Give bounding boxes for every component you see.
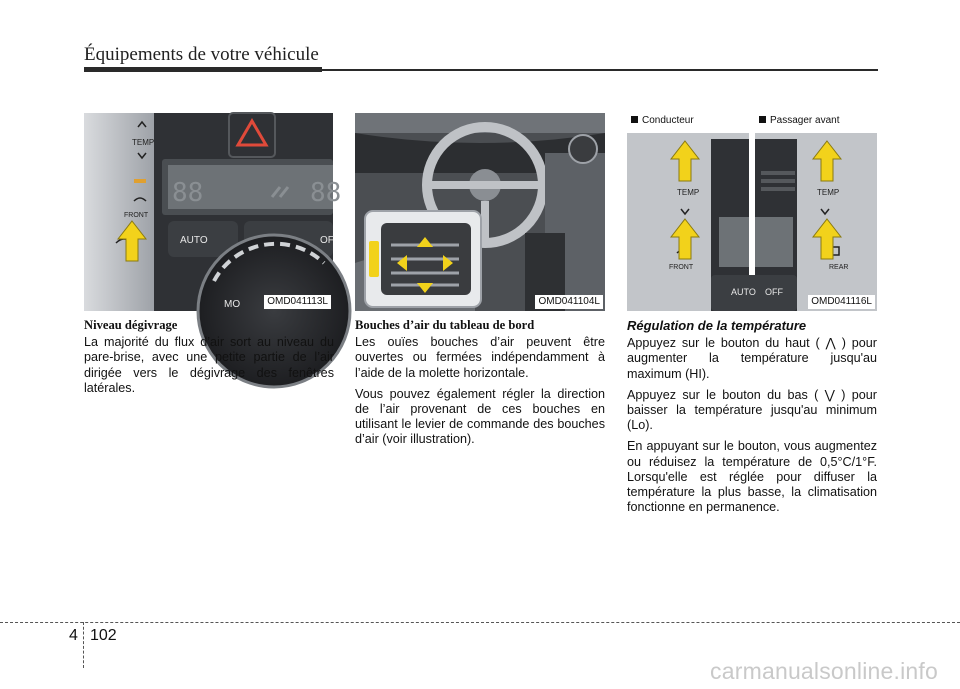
vent-wheel-indicator xyxy=(369,241,379,277)
svg-text:88: 88 xyxy=(310,178,342,208)
header-rule-thin xyxy=(322,69,878,71)
page-number: 102 xyxy=(90,627,117,644)
display-digits: 88 xyxy=(172,178,204,208)
legend-driver: Conducteur xyxy=(631,115,694,127)
legend-square-icon xyxy=(759,116,766,123)
section-heading: Niveau dégivrage xyxy=(84,318,178,332)
paragraph: Les ouïes bouches d’air peuvent être ouvertes ou fermées indépendamment à l’aide de la molette horizontale. xyxy=(355,335,605,380)
column-defrost xyxy=(84,318,334,402)
paragraph: Vous pouvez également régler la direction de l’air provenant de ces bouches en utilisant le levier de commande des bouches d’air (voir illustration). xyxy=(355,386,605,447)
off-label: OF xyxy=(320,235,334,246)
auto-label: AUTO xyxy=(180,235,208,246)
figure-code: OMD041113L xyxy=(264,295,331,309)
section-heading: Régulation de la température xyxy=(627,318,807,333)
temp-label-passenger: TEMP xyxy=(817,188,840,197)
paragraph: La majorité du flux d’air sort au niveau du pare-brise, avec une petite partie de l’air dirigée vers le dégivrage des fenêtres latérales. xyxy=(84,335,334,395)
footer-dashed-divider xyxy=(83,622,84,668)
paragraph: En appuyant sur le bouton, vous augmentez ou réduisez la température de 0,5°C/1°F. Lorsqu'elle est réglée pour diffuser la température la plus basse, la climatisation fonctionne en permanence. xyxy=(627,439,877,515)
mode-label: MO xyxy=(224,299,241,310)
figure-defrost-panel xyxy=(84,113,342,311)
defrost-panel-illustration xyxy=(84,113,342,311)
temperature-control-illustration xyxy=(627,113,877,311)
temp-label-driver: TEMP xyxy=(677,188,700,197)
section-heading: Bouches d’air du tableau de bord xyxy=(355,318,535,332)
footer-dashed-rule xyxy=(0,622,960,623)
column-dashboard-vents xyxy=(355,318,605,454)
front-label: FRONT xyxy=(124,212,149,219)
column-temperature xyxy=(627,318,877,521)
figure-code: OMD041116L xyxy=(808,295,875,309)
paragraph: Appuyez sur le bouton du bas ( ⋁ ) pour baisser la température jusqu'au minimum (Lo). xyxy=(627,387,877,433)
off-label: OFF xyxy=(765,287,783,297)
figure-code: OMD041104L xyxy=(535,295,603,309)
legend-square-icon xyxy=(631,116,638,123)
figure-temperature-control xyxy=(627,113,877,311)
legend-passenger: Passager avant xyxy=(759,115,840,127)
watermark: carmanualsonline.info xyxy=(710,658,938,684)
rear-label: REAR xyxy=(829,264,849,271)
front-label: FRONT xyxy=(669,264,694,271)
header-rule-thick xyxy=(84,67,322,72)
chapter-number: 4 xyxy=(69,627,78,644)
paragraph: Appuyez sur le bouton du haut ( ⋀ ) pour augmenter la température jusqu'au maximum (HI). xyxy=(627,336,877,381)
figure-dashboard-vents xyxy=(355,113,605,311)
auto-label: AUTO xyxy=(731,287,756,297)
dashboard-illustration xyxy=(355,113,605,311)
page-header-title: Équipements de votre véhicule xyxy=(84,44,319,65)
temp-label: TEMP xyxy=(132,138,155,147)
